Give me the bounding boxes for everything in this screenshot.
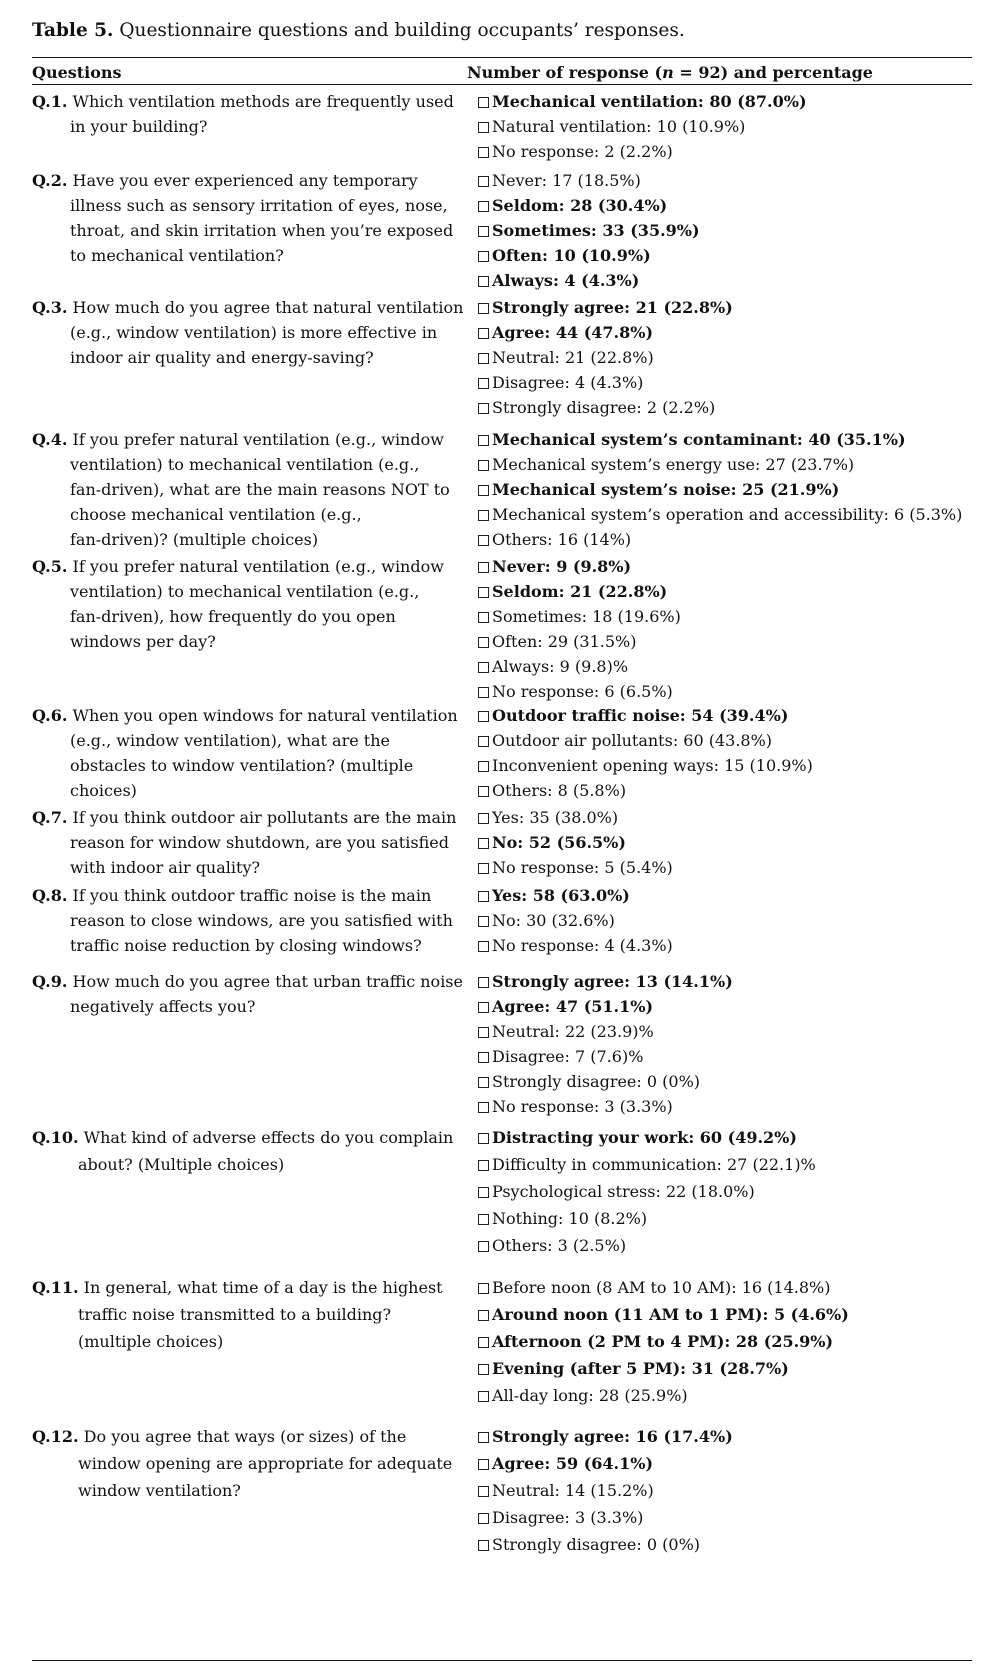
answer-option-text: Evening (after 5 PM): 31 (28.7%) — [492, 1359, 789, 1378]
question-1 — [32, 89, 467, 139]
question-6 — [32, 703, 467, 803]
answer-option-text: Agree: 47 (51.1%) — [492, 997, 654, 1016]
answer-option — [478, 1019, 978, 1044]
answer-option — [478, 168, 978, 193]
top-rule — [32, 57, 972, 58]
answer-option — [478, 370, 978, 395]
checkbox-icon — [478, 353, 489, 364]
answer-option-text: Yes: 58 (63.0%) — [492, 886, 630, 905]
question-line — [32, 805, 467, 830]
answer-options-7 — [478, 805, 978, 880]
answer-option-text: Distracting your work: 60 (49.2%) — [492, 1128, 797, 1147]
caption-text: Questionnaire questions and building occupants’ responses. — [119, 20, 685, 41]
answer-option — [478, 908, 978, 933]
checkbox-icon — [478, 863, 489, 874]
answer-option-text: Disagree: 3 (3.3%) — [492, 1508, 644, 1527]
question-line — [32, 1423, 467, 1450]
question-text: (e.g., window ventilation), what are the — [70, 731, 390, 750]
answer-option-text: Mechanical system’s operation and accessibility: 6 (5.3%) — [492, 505, 963, 524]
answer-option-text: Mechanical system’s energy use: 27 (23.7%) — [492, 455, 855, 474]
answer-option-text: Always: 4 (4.3%) — [492, 271, 640, 290]
answer-option — [478, 1531, 978, 1558]
question-line — [32, 554, 467, 579]
question-line — [32, 883, 467, 908]
header-responses-n: n — [662, 63, 674, 82]
answer-option-text: Sometimes: 18 (19.6%) — [492, 607, 681, 626]
checkbox-icon — [478, 303, 489, 314]
question-8 — [32, 883, 467, 958]
checkbox-icon — [478, 1214, 489, 1225]
answer-option-text: Disagree: 7 (7.6)% — [492, 1047, 644, 1066]
checkbox-icon — [478, 403, 489, 414]
answer-option — [478, 728, 978, 753]
answer-option — [478, 1301, 978, 1328]
answer-option — [478, 1044, 978, 1069]
question-text: obstacles to window ventilation? (multiple — [70, 756, 414, 775]
question-text: in your building? — [70, 117, 208, 136]
question-number: Q.3. — [32, 298, 68, 317]
checkbox-icon — [478, 1513, 489, 1524]
question-line — [32, 427, 467, 452]
question-text: negatively affects you? — [70, 997, 256, 1016]
checkbox-icon — [478, 485, 489, 496]
checkbox-icon — [478, 176, 489, 187]
answer-option-text: No: 30 (32.6%) — [492, 911, 615, 930]
question-line — [32, 1274, 467, 1301]
answer-option — [478, 1477, 978, 1504]
checkbox-icon — [478, 1283, 489, 1294]
answer-option — [478, 554, 978, 579]
checkbox-icon — [478, 535, 489, 546]
answer-option — [478, 139, 978, 164]
checkbox-icon — [478, 1432, 489, 1443]
question-text: Which ventilation methods are frequently used — [72, 92, 454, 111]
answer-option-text: No response: 4 (4.3%) — [492, 936, 673, 955]
answer-option-text: Strongly agree: 21 (22.8%) — [492, 298, 733, 317]
answer-option — [478, 629, 978, 654]
answer-option — [478, 1423, 978, 1450]
answer-options-1 — [478, 89, 978, 164]
answer-options-6 — [478, 703, 978, 803]
question-text: ventilation) to mechanical ventilation (e.g., — [70, 582, 420, 601]
question-text: with indoor air quality? — [70, 858, 261, 877]
answer-option — [478, 1178, 978, 1205]
question-text: reason for window shutdown, are you satisfied — [70, 833, 449, 852]
header-questions: Questions — [32, 63, 122, 82]
answer-option — [478, 1355, 978, 1382]
checkbox-icon — [478, 786, 489, 797]
checkbox-icon — [478, 587, 489, 598]
answer-option — [478, 193, 978, 218]
answer-option — [478, 1151, 978, 1178]
question-line — [32, 1124, 467, 1151]
answer-option — [478, 805, 978, 830]
question-7 — [32, 805, 467, 880]
answer-option — [478, 933, 978, 958]
answer-option — [478, 1094, 978, 1119]
checkbox-icon — [478, 637, 489, 648]
answer-option-text: Inconvenient opening ways: 15 (10.9%) — [492, 756, 813, 775]
question-text: (e.g., window ventilation) is more effective in — [70, 323, 438, 342]
answer-option-text: Yes: 35 (38.0%) — [492, 808, 619, 827]
answer-option — [478, 883, 978, 908]
answer-options-5 — [478, 554, 978, 704]
checkbox-icon — [478, 736, 489, 747]
answer-option-text: Afternoon (2 PM to 4 PM): 28 (25.9%) — [492, 1332, 834, 1351]
answer-options-9 — [478, 969, 978, 1119]
checkbox-icon — [478, 1337, 489, 1348]
answer-option-text: Agree: 59 (64.1%) — [492, 1454, 654, 1473]
header-responses — [467, 63, 873, 82]
question-number: Q.7. — [32, 808, 68, 827]
answer-option — [478, 679, 978, 704]
answer-option-text: Strongly disagree: 2 (2.2%) — [492, 398, 716, 417]
checkbox-icon — [478, 1102, 489, 1113]
checkbox-icon — [478, 891, 489, 902]
question-number: Q.10. — [32, 1128, 79, 1147]
checkbox-icon — [478, 1241, 489, 1252]
question-text: reason to close windows, are you satisfied with — [70, 911, 453, 930]
answer-option — [478, 1328, 978, 1355]
answer-option-text: Sometimes: 33 (35.9%) — [492, 221, 700, 240]
checkbox-icon — [478, 612, 489, 623]
answer-option — [478, 1382, 978, 1409]
answer-option — [478, 527, 978, 552]
question-text: If you think outdoor air pollutants are the main — [72, 808, 457, 827]
answer-option-text: Mechanical system’s noise: 25 (21.9%) — [492, 480, 840, 499]
answer-option-text: Always: 9 (9.8)% — [492, 657, 629, 676]
answer-options-11 — [478, 1274, 978, 1409]
answer-option — [478, 295, 978, 320]
checkbox-icon — [478, 1187, 489, 1198]
answer-option-text: No: 52 (56.5%) — [492, 833, 626, 852]
question-number: Q.2. — [32, 171, 68, 190]
checkbox-icon — [478, 1133, 489, 1144]
checkbox-icon — [478, 1486, 489, 1497]
answer-option-text: Neutral: 22 (23.9)% — [492, 1022, 654, 1041]
answer-option-text: Others: 16 (14%) — [492, 530, 632, 549]
answer-option-text: All-day long: 28 (25.9%) — [492, 1386, 688, 1405]
checkbox-icon — [478, 201, 489, 212]
checkbox-icon — [478, 662, 489, 673]
checkbox-icon — [478, 711, 489, 722]
checkbox-icon — [478, 1077, 489, 1088]
answer-option-text: Never: 9 (9.8%) — [492, 557, 632, 576]
question-line — [32, 89, 467, 114]
answer-option — [478, 830, 978, 855]
answer-option-text: No response: 2 (2.2%) — [492, 142, 673, 161]
answer-option — [478, 218, 978, 243]
question-number: Q.6. — [32, 706, 68, 725]
answer-option-text: No response: 6 (6.5%) — [492, 682, 673, 701]
answer-option-text: Strongly disagree: 0 (0%) — [492, 1072, 701, 1091]
checkbox-icon — [478, 1540, 489, 1551]
answer-option — [478, 969, 978, 994]
answer-options-4 — [478, 427, 978, 552]
question-line — [32, 969, 467, 994]
question-text: When you open windows for natural ventilation — [72, 706, 458, 725]
answer-option-text: Outdoor traffic noise: 54 (39.4%) — [492, 706, 789, 725]
question-5 — [32, 554, 467, 654]
question-number: Q.1. — [32, 92, 68, 111]
question-text: If you think outdoor traffic noise is the main — [72, 886, 432, 905]
answer-option-text: Before noon (8 AM to 10 AM): 16 (14.8%) — [492, 1278, 831, 1297]
answer-option-text: Around noon (11 AM to 1 PM): 5 (4.6%) — [492, 1305, 849, 1324]
checkbox-icon — [478, 813, 489, 824]
question-number: Q.9. — [32, 972, 68, 991]
checkbox-icon — [478, 941, 489, 952]
question-text: How much do you agree that urban traffic noise — [72, 972, 463, 991]
question-number: Q.12. — [32, 1427, 79, 1446]
answer-option-text: Seldom: 21 (22.8%) — [492, 582, 668, 601]
answer-option — [478, 1232, 978, 1259]
caption-label: Table 5. — [32, 20, 114, 41]
question-text: If you prefer natural ventilation (e.g., window — [72, 557, 444, 576]
question-text: In general, what time of a day is the highest — [83, 1278, 443, 1297]
checkbox-icon — [478, 1391, 489, 1402]
answer-option — [478, 703, 978, 728]
answer-options-3 — [478, 295, 978, 420]
answer-option — [478, 654, 978, 679]
question-text: Do you agree that ways (or sizes) of the — [83, 1427, 407, 1446]
answer-option — [478, 1205, 978, 1232]
question-text: traffic noise reduction by closing windows? — [70, 936, 422, 955]
answer-option — [478, 89, 978, 114]
answer-option-text: Often: 10 (10.9%) — [492, 246, 651, 265]
question-3 — [32, 295, 467, 370]
question-text: throat, and skin irritation when you’re exposed — [70, 221, 454, 240]
answer-option — [478, 427, 978, 452]
answer-option-text: Psychological stress: 22 (18.0%) — [492, 1182, 755, 1201]
checkbox-icon — [478, 378, 489, 389]
question-line — [32, 168, 467, 193]
answer-option — [478, 994, 978, 1019]
checkbox-icon — [478, 916, 489, 927]
answer-option — [478, 579, 978, 604]
question-text: What kind of adverse effects do you complain — [83, 1128, 454, 1147]
checkbox-icon — [478, 226, 489, 237]
question-text: window opening are appropriate for adequate — [78, 1454, 453, 1473]
question-text: fan-driven), how frequently do you open — [70, 607, 396, 626]
answer-option — [478, 502, 978, 527]
checkbox-icon — [478, 977, 489, 988]
checkbox-icon — [478, 460, 489, 471]
question-text: about? (Multiple choices) — [78, 1155, 285, 1174]
checkbox-icon — [478, 251, 489, 262]
question-text: windows per day? — [70, 632, 216, 651]
question-text: indoor air quality and energy-saving? — [70, 348, 374, 367]
question-9 — [32, 969, 467, 1019]
answer-option — [478, 1124, 978, 1151]
question-number: Q.8. — [32, 886, 68, 905]
question-4 — [32, 427, 467, 552]
checkbox-icon — [478, 838, 489, 849]
answer-option — [478, 114, 978, 139]
answer-option-text: Agree: 44 (47.8%) — [492, 323, 654, 342]
question-text: choices) — [70, 781, 137, 800]
question-text: fan-driven), what are the main reasons NOT to — [70, 480, 450, 499]
answer-option-text: Natural ventilation: 10 (10.9%) — [492, 117, 746, 136]
checkbox-icon — [478, 1160, 489, 1171]
answer-option — [478, 268, 978, 293]
answer-options-10 — [478, 1124, 978, 1259]
header-responses-prefix: Number of response ( — [467, 63, 663, 82]
answer-option — [478, 243, 978, 268]
answer-option-text: Often: 29 (31.5%) — [492, 632, 637, 651]
question-text: ventilation) to mechanical ventilation (e.g., — [70, 455, 420, 474]
question-12 — [32, 1423, 467, 1504]
question-number: Q.5. — [32, 557, 68, 576]
checkbox-icon — [478, 122, 489, 133]
answer-options-8 — [478, 883, 978, 958]
answer-option-text: Others: 3 (2.5%) — [492, 1236, 627, 1255]
answer-option-text: Strongly agree: 13 (14.1%) — [492, 972, 733, 991]
header-responses-suffix: = 92) and percentage — [673, 63, 873, 82]
question-text: If you prefer natural ventilation (e.g., window — [72, 430, 444, 449]
answer-option-text: Mechanical ventilation: 80 (87.0%) — [492, 92, 807, 111]
question-number: Q.11. — [32, 1278, 79, 1297]
answer-option — [478, 477, 978, 502]
answer-option-text: No response: 3 (3.3%) — [492, 1097, 673, 1116]
bottom-rule — [32, 1660, 972, 1661]
answer-option-text: Seldom: 28 (30.4%) — [492, 196, 668, 215]
answer-options-2 — [478, 168, 978, 293]
question-number: Q.4. — [32, 430, 68, 449]
answer-option — [478, 1450, 978, 1477]
question-line — [32, 703, 467, 728]
answer-option — [478, 604, 978, 629]
answer-option-text: Others: 8 (5.8%) — [492, 781, 627, 800]
answer-option-text: Nothing: 10 (8.2%) — [492, 1209, 648, 1228]
question-11 — [32, 1274, 467, 1355]
question-2 — [32, 168, 467, 268]
table-caption — [32, 20, 685, 41]
question-text: window ventilation? — [78, 1481, 241, 1500]
answer-option-text: Difficulty in communication: 27 (22.1)% — [492, 1155, 816, 1174]
checkbox-icon — [478, 276, 489, 287]
answer-option-text: Outdoor air pollutants: 60 (43.8%) — [492, 731, 773, 750]
checkbox-icon — [478, 97, 489, 108]
checkbox-icon — [478, 328, 489, 339]
checkbox-icon — [478, 687, 489, 698]
answer-option-text: Strongly agree: 16 (17.4%) — [492, 1427, 733, 1446]
answer-option — [478, 1274, 978, 1301]
answer-options-12 — [478, 1423, 978, 1558]
answer-option — [478, 778, 978, 803]
answer-option-text: Never: 17 (18.5%) — [492, 171, 641, 190]
checkbox-icon — [478, 1027, 489, 1038]
question-line — [32, 295, 467, 320]
question-text: (multiple choices) — [78, 1332, 224, 1351]
answer-option-text: Mechanical system’s contaminant: 40 (35.1%) — [492, 430, 906, 449]
answer-option — [478, 855, 978, 880]
answer-option-text: Neutral: 14 (15.2%) — [492, 1481, 654, 1500]
checkbox-icon — [478, 510, 489, 521]
answer-option — [478, 345, 978, 370]
checkbox-icon — [478, 435, 489, 446]
answer-option — [478, 452, 978, 477]
question-10 — [32, 1124, 467, 1178]
header-rule — [32, 84, 972, 85]
checkbox-icon — [478, 1310, 489, 1321]
answer-option-text: Neutral: 21 (22.8%) — [492, 348, 654, 367]
answer-option — [478, 753, 978, 778]
question-text: traffic noise transmitted to a building? — [78, 1305, 392, 1324]
checkbox-icon — [478, 1364, 489, 1375]
answer-option-text: Strongly disagree: 0 (0%) — [492, 1535, 701, 1554]
checkbox-icon — [478, 562, 489, 573]
checkbox-icon — [478, 147, 489, 158]
answer-option-text: No response: 5 (5.4%) — [492, 858, 673, 877]
question-text: to mechanical ventilation? — [70, 246, 284, 265]
question-text: fan-driven)? (multiple choices) — [70, 530, 319, 549]
question-text: choose mechanical ventilation (e.g., — [70, 505, 362, 524]
answer-option-text: Disagree: 4 (4.3%) — [492, 373, 644, 392]
answer-option — [478, 320, 978, 345]
question-text: Have you ever experienced any temporary — [72, 171, 418, 190]
answer-option — [478, 1069, 978, 1094]
question-text: illness such as sensory irritation of eyes, nose, — [70, 196, 448, 215]
answer-option — [478, 1504, 978, 1531]
checkbox-icon — [478, 761, 489, 772]
checkbox-icon — [478, 1459, 489, 1470]
answer-option — [478, 395, 978, 420]
question-text: How much do you agree that natural ventilation — [72, 298, 464, 317]
checkbox-icon — [478, 1002, 489, 1013]
checkbox-icon — [478, 1052, 489, 1063]
